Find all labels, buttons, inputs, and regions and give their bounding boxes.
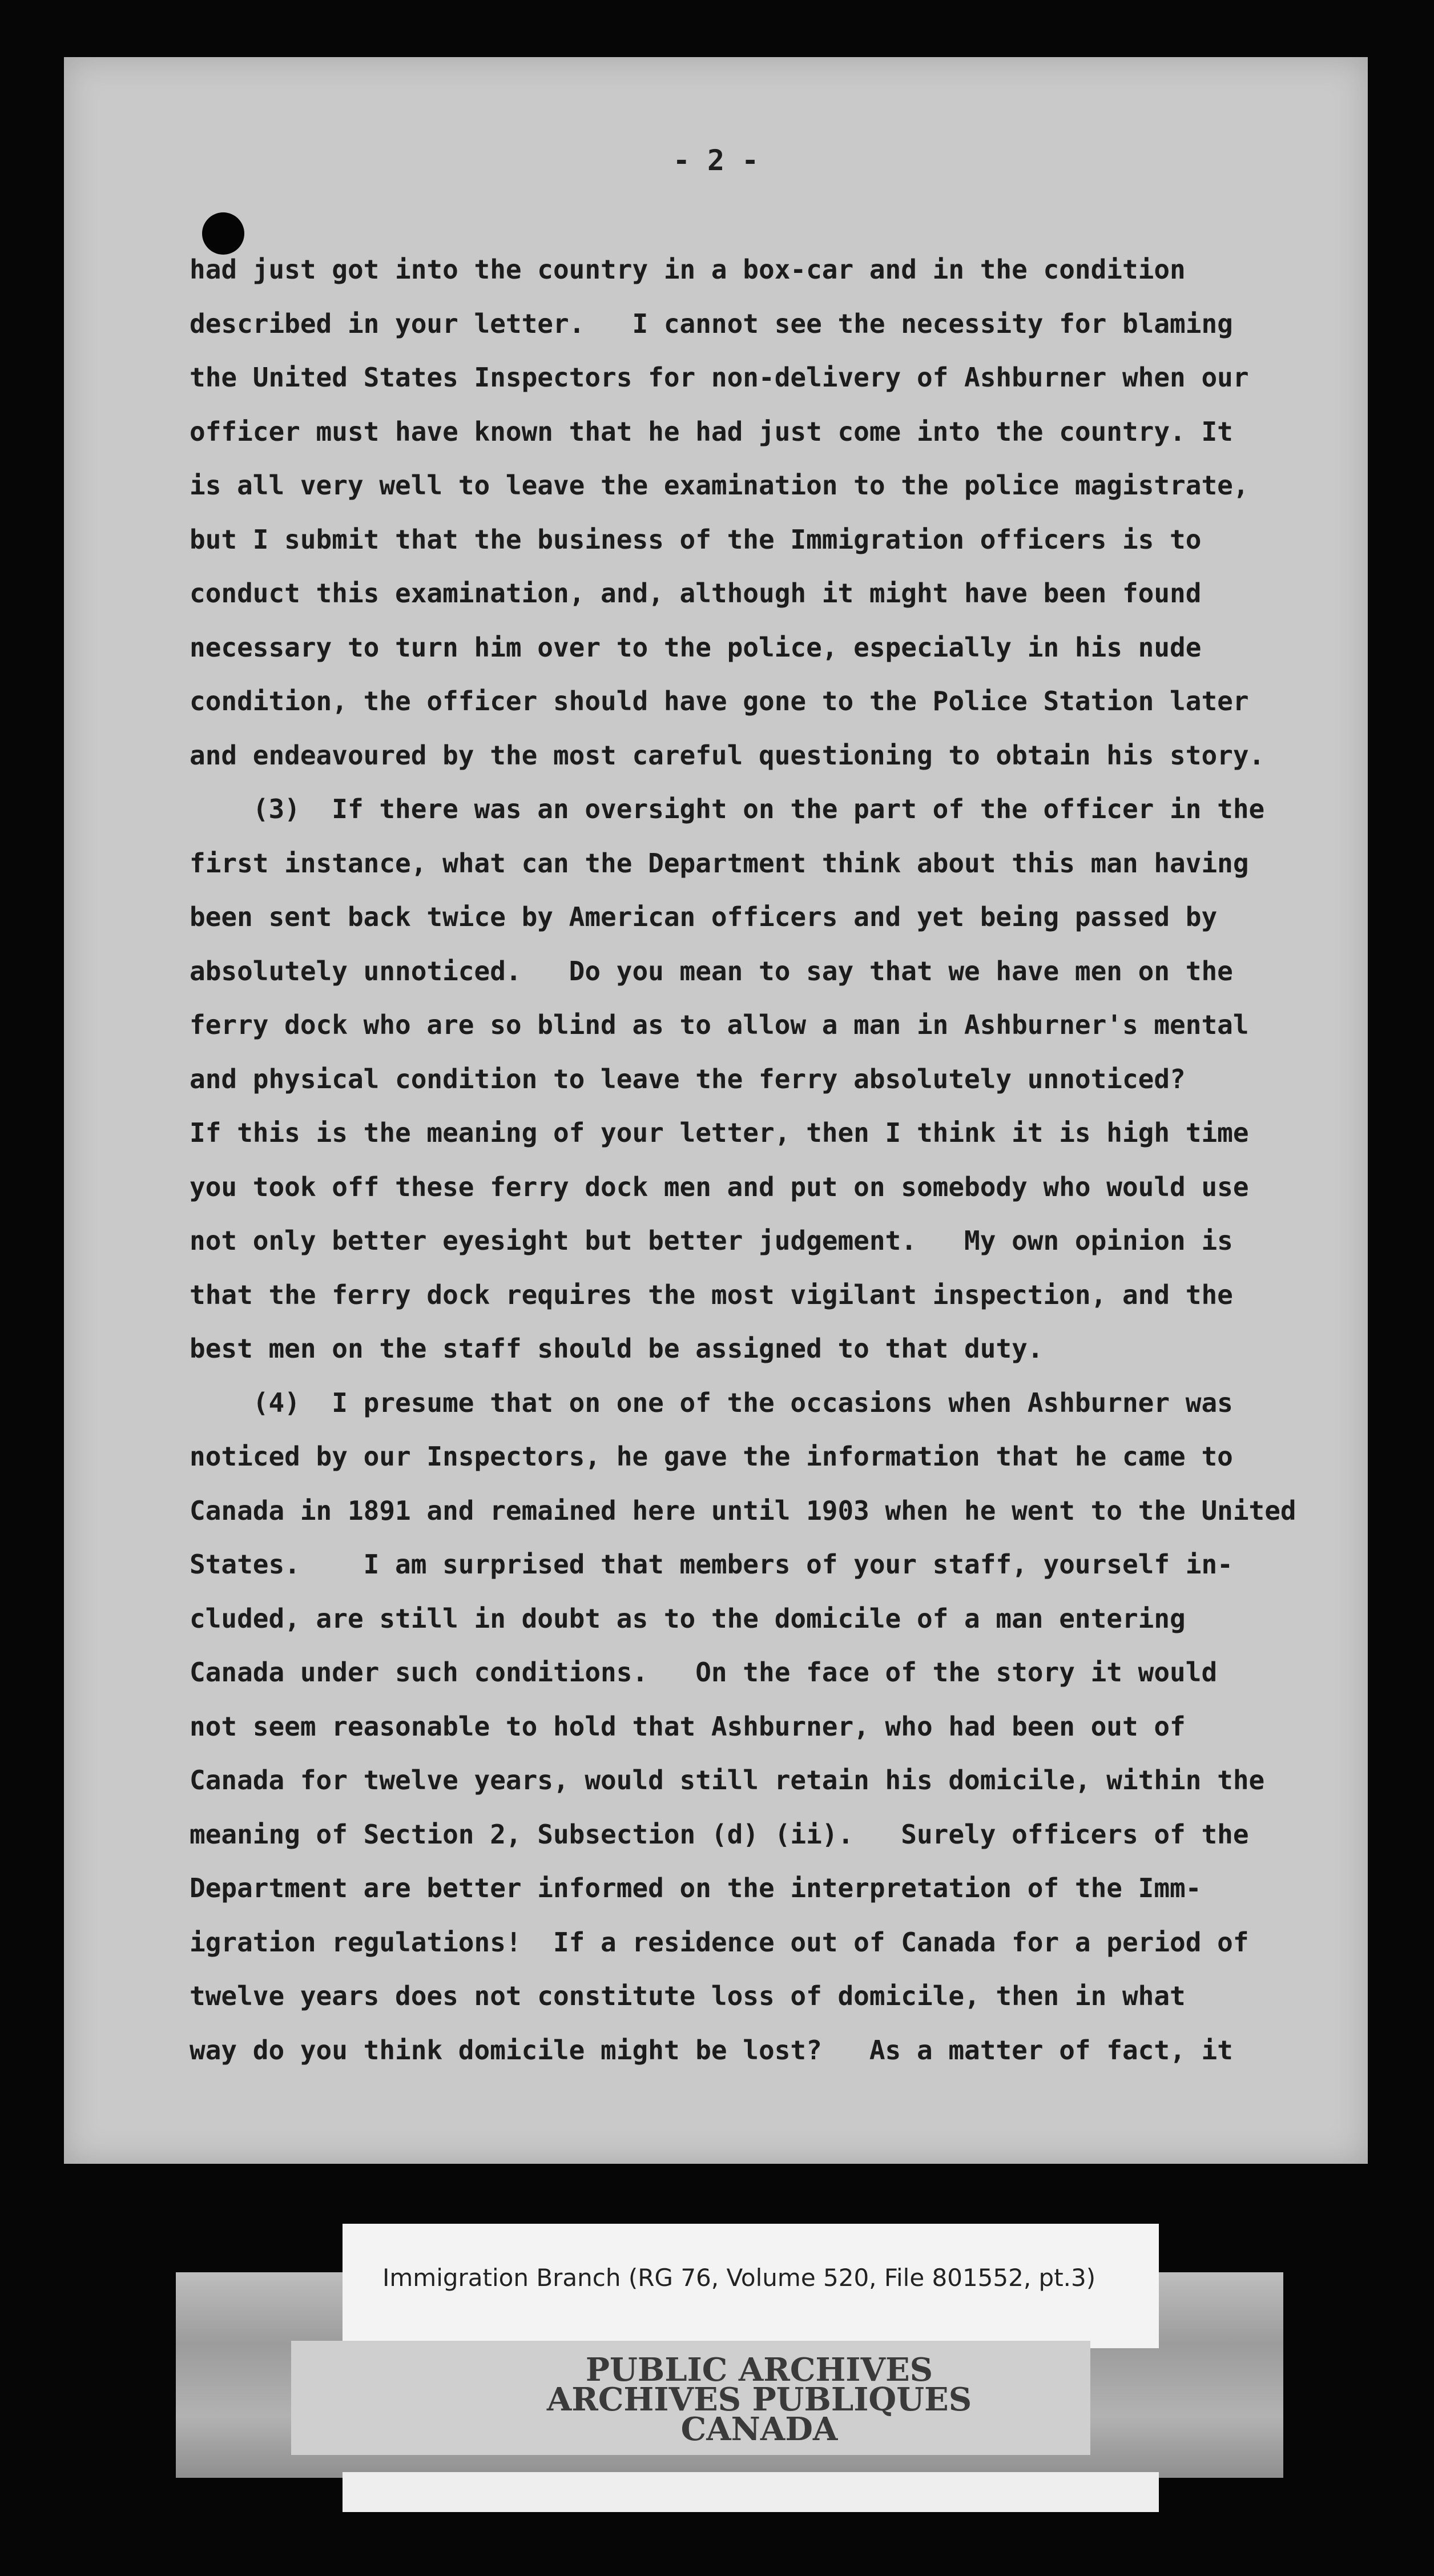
text-line: that the ferry dock requires the most vigilant inspection, and the	[190, 1279, 1233, 1310]
label-lower-strip	[343, 2472, 1159, 2512]
text-line: officer must have known that he had just come into the country. It	[190, 416, 1233, 447]
archive-reference: Immigration Branch (RG 76, Volume 520, File 801552, pt.3)	[382, 2264, 1096, 2292]
text-line: (3) If there was an oversight on the part of the officer in the	[190, 794, 1265, 824]
text-line: Canada in 1891 and remained here until 1903 when he went to the United	[190, 1495, 1296, 1526]
text-line: Canada for twelve years, would still retain his domicile, within the	[190, 1765, 1265, 1796]
text-line: absolutely unnoticed. Do you mean to say that we have men on the	[190, 955, 1233, 987]
text-line: noticed by our Inspectors, he gave the information that he came to	[190, 1441, 1233, 1472]
text-line: had just got into the country in a box-car and in the condition	[190, 254, 1186, 285]
text-line: described in your letter. I cannot see the necessity for blaming	[190, 308, 1233, 339]
text-line: conduct this examination, and, although it might have been found	[190, 578, 1202, 609]
text-line: not only better eyesight but better judgement. My own opinion is	[190, 1225, 1233, 1256]
text-line: and physical condition to leave the ferry absolutely unnoticed?	[190, 1063, 1186, 1094]
letter-body	[190, 243, 1354, 2077]
text-line: ferry dock who are so blind as to allow a man in Ashburner's mental	[190, 1009, 1249, 1040]
document-page	[64, 57, 1368, 2164]
text-line: been sent back twice by American officers and yet being passed by	[190, 901, 1218, 932]
text-line: condition, the officer should have gone to the Police Station later	[190, 686, 1249, 717]
text-line: cluded, are still in doubt as to the domicile of a man entering	[190, 1603, 1186, 1634]
stamp-line: PUBLIC ARCHIVES	[585, 2351, 933, 2389]
text-line: (4) I presume that on one of the occasions when Ashburner was	[190, 1387, 1233, 1418]
text-line: not seem reasonable to hold that Ashburner, who had been out of	[190, 1710, 1186, 1742]
archive-stamp	[445, 2351, 1073, 2448]
stamp-line: ARCHIVES PUBLIQUES	[546, 2381, 972, 2418]
text-line: meaning of Section 2, Subsection (d) (ii). Surely officers of the	[190, 1818, 1249, 1850]
text-line: the United States Inspectors for non-delivery of Ashburner when our	[190, 362, 1249, 393]
text-line: and endeavoured by the most careful questioning to obtain his story.	[190, 739, 1265, 771]
text-line: States. I am surprised that members of your staff, yourself in-	[190, 1549, 1233, 1580]
text-line: you took off these ferry dock men and put on somebody who would use	[190, 1171, 1249, 1202]
text-line: If this is the meaning of your letter, then I think it is high time	[190, 1117, 1249, 1148]
text-line: best men on the staff should be assigned to that duty.	[190, 1333, 1044, 1364]
text-line: twelve years does not constitute loss of domicile, then in what	[190, 1981, 1186, 2011]
text-line: but I submit that the business of the Immigration officers is to	[190, 524, 1202, 555]
text-line: necessary to turn him over to the police, especially in his nude	[190, 631, 1202, 663]
text-line: is all very well to leave the examination to the police magistrate,	[190, 470, 1249, 501]
text-line: first instance, what can the Department think about this man having	[190, 847, 1249, 879]
text-line: way do you think domicile might be lost? As a matter of fact, it	[190, 2034, 1233, 2066]
page-number: - 2 -	[672, 144, 759, 177]
text-line: Department are better informed on the interpretation of the Imm-	[190, 1873, 1202, 1903]
stamp-line: CANADA	[680, 2410, 838, 2448]
text-line: Canada under such conditions. On the face of the story it would	[190, 1657, 1218, 1688]
text-line: igration regulations! If a residence out of Canada for a period of	[190, 1926, 1249, 1958]
